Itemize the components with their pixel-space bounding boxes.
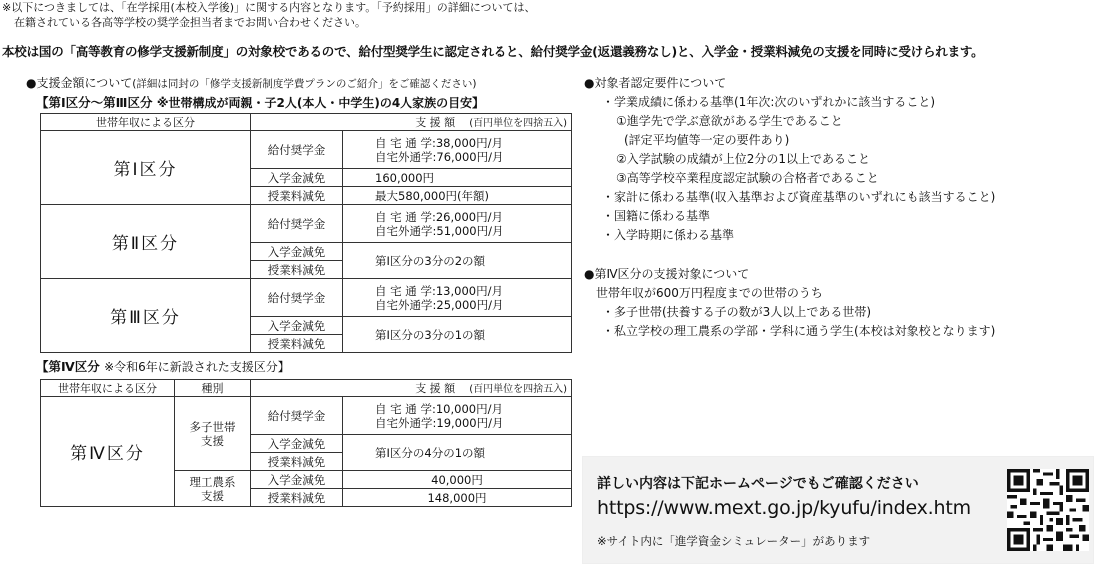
table2-title-note: ※令和6年に新設された支援区分】 (104, 360, 290, 374)
requirement-item: ・入学時期に係わる基準 (602, 228, 735, 242)
kyufu-home: 自 宅 通 学:26,000円/月 (375, 209, 503, 224)
homepage-link[interactable]: https://www.mext.go.jp/kyufu/index.htm (597, 497, 971, 519)
requirement-item: ・学業成績に係わる基準(1年次:次のいずれかに該当すること) (602, 95, 936, 109)
col-header-income: 世帯年収による区分 (41, 114, 251, 131)
support-amount-heading: ●支援金額について (26, 76, 133, 90)
requirement-item: ③高等学校卒業程度認定試験の合格者であること (616, 171, 879, 185)
table2-title-main: 【第Ⅳ区分 (36, 359, 100, 374)
kyufu-away: 自宅外通学:19,000円/月 (375, 415, 504, 430)
row-label: 給付奨学金 (251, 279, 343, 317)
kyufu-home: 自 宅 通 学:10,000円/月 (375, 401, 503, 416)
support-amount-section (26, 74, 572, 507)
requirement-item: ②入学試験の成績が上位2分の1以上であること (616, 152, 871, 166)
category4-lead: 世帯年収が600万円程度までの世帯のうち (596, 286, 823, 300)
row-value: 40,000円 (343, 471, 572, 489)
row-label: 授業料減免 (251, 261, 343, 279)
table-row (41, 397, 572, 435)
group-science (175, 471, 251, 507)
requirement-item: ・家計に係わる基準(収入基準および資産基準のいずれにも該当すること) (602, 190, 996, 204)
row-label: 入学金減免 (251, 471, 343, 489)
support-amount-title (26, 74, 572, 93)
top-note-line2: 在籍されている各高等学校の奨学金担当者までお問い合わせください。 (14, 16, 366, 29)
row-label: 授業料減免 (251, 335, 343, 353)
row-label: 授業料減免 (251, 453, 343, 471)
table1-title-main: 【第Ⅰ区分〜第Ⅲ区分 (36, 95, 153, 110)
info-title: 詳しい内容は下記ホームページでもご確認ください (597, 476, 919, 492)
kyufu-home: 自 宅 通 学:38,000円/月 (375, 135, 503, 150)
row-value-shared: 第Ⅰ区分の4分の1の額 (343, 435, 572, 471)
kyufu-away: 自宅外通学:76,000円/月 (375, 149, 504, 164)
col-header-amount-label: 支 援 額 (415, 382, 456, 395)
col-header-income: 世帯年収による区分 (41, 380, 175, 397)
info-note: ※サイト内に「進学資金シミュレーター」があります (597, 534, 871, 548)
table-header-row (41, 380, 572, 397)
qr-code-icon (1007, 469, 1089, 551)
group-multi-child (175, 397, 251, 471)
group-label-line2: 支援 (201, 433, 224, 448)
info-box (582, 456, 1094, 564)
group-label-line1: 多子世帯 (189, 419, 236, 434)
spacer (584, 245, 1094, 265)
row-value-shared: 第Ⅰ区分の3分の1の額 (343, 317, 572, 353)
col-header-amount-note: (百円単位を四捨五入) (469, 118, 567, 129)
top-note-line1: ※以下につきましては、「在学採用(本校入学後)」に関する内容となります。「予約採用」の詳細については、 (2, 1, 536, 14)
row-label: 入学金減免 (251, 435, 343, 453)
row-label: 授業料減免 (251, 187, 343, 205)
row-value: 148,000円 (343, 489, 572, 507)
table-row (41, 279, 572, 317)
row-label: 給付奨学金 (251, 131, 343, 169)
category-1-name: 第Ⅰ区分 (41, 131, 251, 205)
support-amount-note: (詳細は同封の「修学支援新制度学費プランのご紹介」をご確認ください) (132, 78, 477, 90)
col-header-amount (251, 380, 572, 397)
category-2-name: 第Ⅱ区分 (41, 205, 251, 279)
table-header-row (41, 114, 572, 131)
top-note (2, 0, 535, 30)
col-header-amount-label: 支 援 額 (415, 116, 456, 129)
table2-title (36, 357, 572, 377)
kyufu-away: 自宅外通学:25,000円/月 (375, 297, 504, 312)
table-row (41, 205, 572, 243)
row-value (343, 131, 572, 169)
category-3-name: 第Ⅲ区分 (41, 279, 251, 353)
row-label: 給付奨学金 (251, 397, 343, 435)
headline: 本校は国の「高等教育の修学支援新制度」の対象校であるので、給付型奨学生に認定されると、給付奨学金(返還義務なし)と、入学金・授業料減免の支援を同時に受けられます。 (2, 44, 984, 59)
kyufu-away: 自宅外通学:51,000円/月 (375, 223, 504, 238)
table1-title-note: ※世帯構成が両親・子2人(本人・中学生)の4人家族の目安】 (156, 96, 485, 110)
requirement-item: ・国籍に係わる基準 (602, 209, 711, 223)
table1-title (36, 93, 572, 113)
support-table-4 (40, 379, 572, 507)
table-row (41, 131, 572, 169)
row-value: 160,000円 (343, 169, 572, 187)
group-label-line1: 理工農系 (189, 474, 236, 489)
row-value: 最大580,000円(年額) (343, 187, 572, 205)
row-label: 入学金減免 (251, 169, 343, 187)
row-value (343, 279, 572, 317)
category4-target-title: ●第Ⅳ区分の支援対象について (584, 267, 750, 281)
category4-item: ・多子世帯(扶養する子の数が3人以上である世帯) (602, 305, 871, 319)
row-value (343, 205, 572, 243)
row-label: 授業料減免 (251, 489, 343, 507)
category-4-name: 第Ⅳ区分 (41, 397, 175, 507)
requirements-section (584, 74, 1094, 341)
row-label: 入学金減免 (251, 243, 343, 261)
group-label-line2: 支援 (201, 488, 224, 503)
requirement-item: ①進学先で学ぶ意欲がある学生であること (616, 114, 843, 128)
requirement-item: (評定平均値等一定の要件あり) (624, 133, 790, 147)
requirements-title: ●対象者認定要件について (584, 76, 727, 90)
row-value (343, 397, 572, 435)
col-header-amount-note: (百円単位を四捨五入) (469, 384, 567, 395)
col-header-amount (251, 114, 572, 131)
kyufu-home: 自 宅 通 学:13,000円/月 (375, 283, 503, 298)
row-value-shared: 第Ⅰ区分の3分の2の額 (343, 243, 572, 279)
col-header-kind: 種別 (175, 380, 251, 397)
row-label: 入学金減免 (251, 317, 343, 335)
category4-item: ・私立学校の理工農系の学部・学科に通う学生(本校は対象校となります) (602, 324, 996, 338)
row-label: 給付奨学金 (251, 205, 343, 243)
support-table-1-3 (40, 113, 572, 353)
